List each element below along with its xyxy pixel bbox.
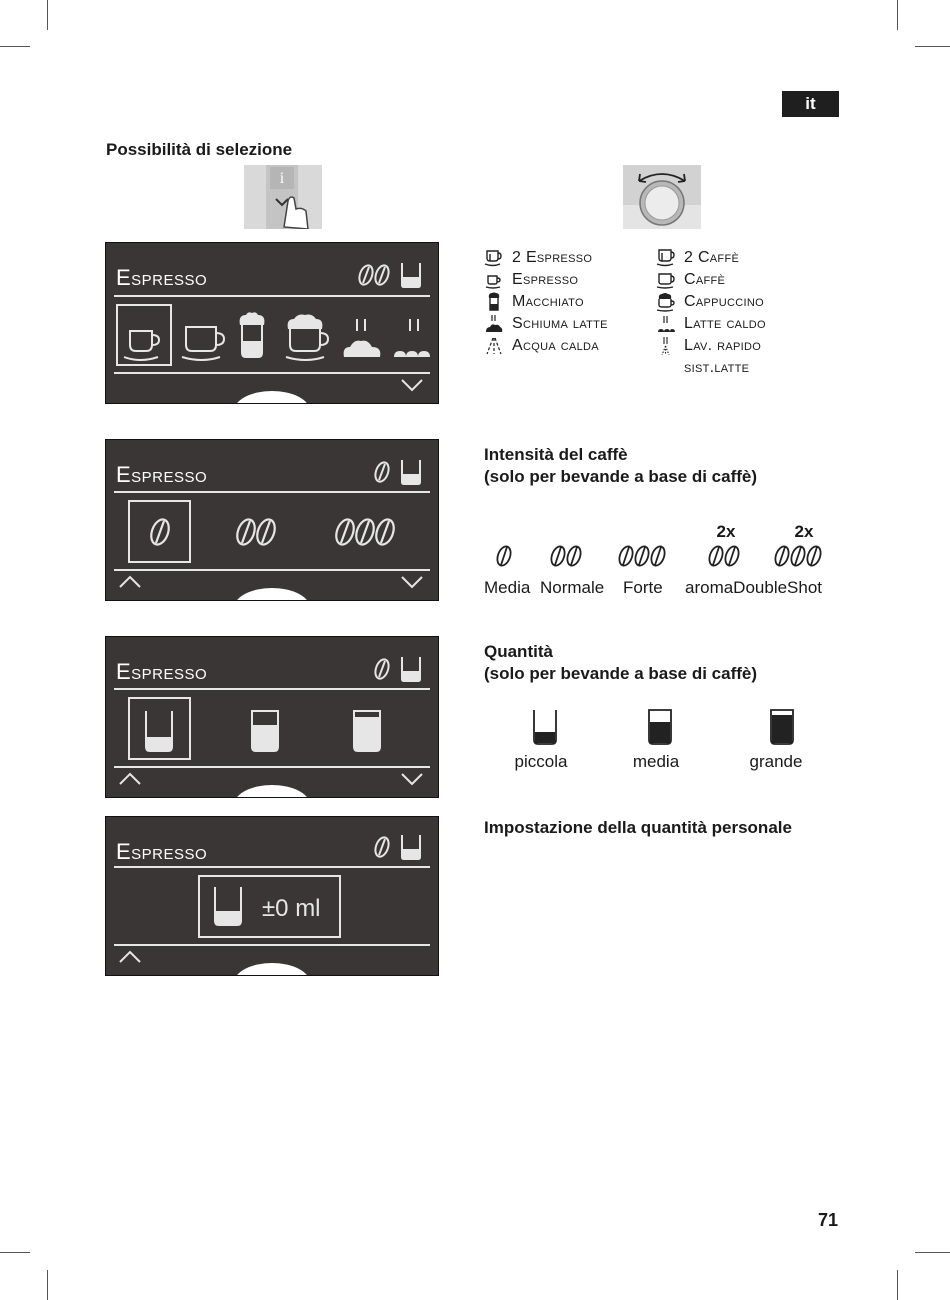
coffee-cup-icon bbox=[656, 270, 676, 290]
list-item: 2 Caffè bbox=[656, 248, 739, 268]
intensity-panel bbox=[105, 439, 439, 601]
crop-mark bbox=[915, 46, 950, 47]
milk-foam-icon bbox=[484, 314, 504, 334]
strength-and-cup-icon bbox=[372, 831, 432, 865]
cappuccino-cup-icon bbox=[656, 292, 676, 312]
drink-selection-panel bbox=[105, 242, 439, 404]
quantity-cups-row bbox=[142, 709, 402, 755]
panel-title: Espresso bbox=[116, 265, 208, 290]
list-item: Lav. rapido bbox=[656, 336, 761, 356]
list-item: Caffè bbox=[656, 270, 725, 290]
strength-and-cup-icon bbox=[356, 259, 431, 293]
small-cup-icon bbox=[212, 885, 244, 929]
rinse-icon bbox=[656, 336, 676, 356]
quantity-panel bbox=[105, 636, 439, 798]
list-item: 2 Espresso bbox=[484, 248, 592, 268]
hot-water-icon bbox=[484, 336, 504, 356]
display-notch bbox=[234, 588, 310, 601]
intensity-heading: Intensità del caffè (solo per bevande a base di caffè) bbox=[484, 445, 758, 486]
hot-milk-icon bbox=[656, 314, 676, 334]
display-notch bbox=[234, 391, 310, 404]
quantity-heading: Quantità (solo per bevande a base di caffè) bbox=[484, 642, 758, 683]
quantity-cups-legend bbox=[530, 708, 800, 748]
info-button-illustration bbox=[244, 165, 322, 229]
chevron-down-icon[interactable] bbox=[400, 771, 424, 787]
crop-mark bbox=[897, 0, 898, 30]
list-item: Espresso bbox=[484, 270, 578, 290]
quantity-label: piccola bbox=[514, 752, 568, 771]
drink-list bbox=[484, 248, 904, 388]
crop-mark bbox=[0, 1252, 30, 1253]
crop-mark bbox=[915, 1252, 950, 1253]
double-coffee-icon bbox=[656, 248, 676, 268]
quantity-label: grande bbox=[749, 752, 803, 771]
strength-and-cup-icon bbox=[372, 456, 432, 490]
crop-mark bbox=[47, 1270, 48, 1300]
custom-quantity-heading: Impostazione della quantità personale bbox=[484, 818, 792, 837]
list-item: Latte caldo bbox=[656, 314, 766, 334]
list-item: Cappuccino bbox=[656, 292, 764, 312]
quantity-offset-value[interactable]: ±0 ml bbox=[262, 895, 321, 922]
double-cup-icon bbox=[484, 248, 504, 268]
intensity-label: aromaDoubleShot bbox=[685, 578, 823, 597]
crop-mark bbox=[897, 1270, 898, 1300]
crop-mark bbox=[47, 0, 48, 30]
double-shot-marker: 2x bbox=[794, 522, 814, 541]
quantity-label: media bbox=[632, 752, 680, 771]
page-number: 71 bbox=[818, 1210, 839, 1230]
intensity-label: Normale bbox=[540, 578, 605, 597]
macchiato-glass-icon bbox=[484, 292, 504, 312]
intensity-label: Forte bbox=[623, 578, 663, 597]
chevron-down-icon[interactable] bbox=[400, 377, 424, 393]
chevron-up-icon[interactable] bbox=[118, 771, 142, 787]
list-item-continuation: sist.latte bbox=[684, 359, 750, 376]
rotary-knob-illustration bbox=[623, 165, 701, 229]
panel-title: Espresso bbox=[116, 659, 208, 684]
selection-heading: Possibilità di selezione bbox=[106, 140, 293, 159]
chevron-down-icon[interactable] bbox=[400, 574, 424, 590]
list-item: Macchiato bbox=[484, 292, 584, 312]
drink-icons-row bbox=[120, 311, 439, 365]
list-item: Schiuma latte bbox=[484, 314, 608, 334]
double-shot-marker: 2x bbox=[716, 522, 736, 541]
intensity-beans-legend bbox=[484, 540, 844, 574]
intensity-beans-row bbox=[136, 514, 436, 554]
display-notch bbox=[234, 963, 310, 976]
strength-and-cup-icon bbox=[372, 653, 432, 687]
list-item: Acqua calda bbox=[484, 336, 599, 356]
chevron-up-icon[interactable] bbox=[118, 949, 142, 965]
svg-text:i: i bbox=[279, 170, 285, 187]
panel-title: Espresso bbox=[116, 462, 208, 487]
language-tab: it bbox=[782, 91, 839, 117]
espresso-cup-icon bbox=[484, 270, 504, 290]
panel-title: Espresso bbox=[116, 839, 208, 864]
chevron-up-icon[interactable] bbox=[118, 574, 142, 590]
intensity-label: Media bbox=[484, 578, 531, 597]
display-notch bbox=[234, 785, 310, 798]
crop-mark bbox=[0, 46, 30, 47]
custom-quantity-panel bbox=[105, 816, 439, 976]
